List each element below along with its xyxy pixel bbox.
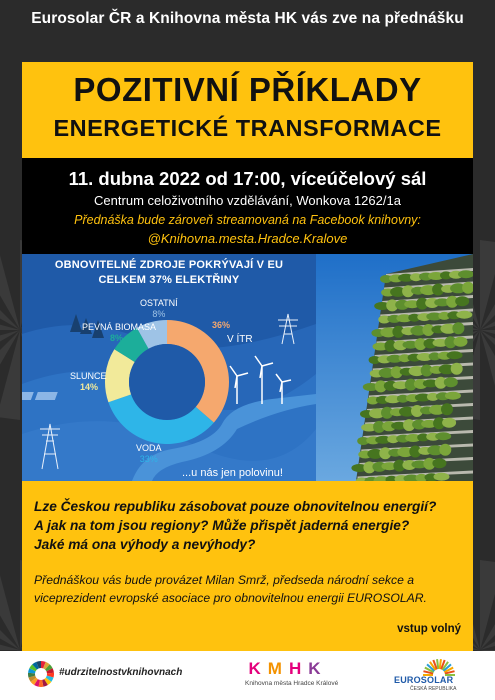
- stream-note: Přednáška bude zároveň streamovaná na Facebook knihovny:: [74, 213, 421, 227]
- foliage-bush: [442, 418, 456, 428]
- donut-hole: [129, 344, 205, 420]
- title-box: [22, 62, 473, 158]
- sunburst-ray: [480, 330, 495, 417]
- foliage-bush: [451, 363, 463, 375]
- logo-letter: K: [308, 659, 322, 678]
- event-date: 11. dubna 2022 od 17:00, víceúčelový sál: [68, 168, 427, 189]
- foliage-bush: [454, 337, 468, 347]
- foliage-bush: [434, 473, 450, 481]
- title-line-1: POZITIVNÍ PŘÍKLADY: [73, 71, 422, 108]
- library-logo: [245, 659, 339, 687]
- foliage-bush: [444, 377, 458, 387]
- eurosolar-name: EUROSOLAR: [394, 675, 454, 685]
- event-venue: Centrum celoživotního vzdělávání, Wonkova 1262/1a: [94, 193, 401, 208]
- sdg-wheel-icon: [28, 661, 54, 687]
- solar-panels-icon: [22, 392, 58, 400]
- foliage-bush: [445, 392, 461, 400]
- vertical-forest-image: [316, 254, 473, 481]
- event-info-box: [22, 158, 473, 254]
- foliage-bush: [432, 458, 446, 468]
- renewables-infographic: [22, 254, 316, 481]
- questions-list: [34, 497, 464, 554]
- invitation-line: Eurosolar ČR a Knihovna města HK vás zve na přednášku: [31, 10, 464, 27]
- foliage-bush: [441, 403, 453, 415]
- footer-logos: [0, 651, 495, 700]
- foliage-bush: [455, 296, 469, 306]
- foliage-bush: [456, 311, 472, 319]
- library-name: Knihovna města Hradce Králové: [245, 680, 339, 687]
- question-2: A jak na tom jsou regiony? Může přispět jaderná energie?: [34, 518, 410, 533]
- logo-letter: K: [248, 659, 262, 678]
- question-1: Lze Českou republiku zásobovat pouze obnovitelnou energií?: [34, 499, 437, 514]
- slice-label-water: VODA 33%: [136, 443, 162, 464]
- slice-label-other: OSTATNÍ 8%: [140, 298, 178, 319]
- slice-label-solar: SLUNCE 14%: [70, 371, 107, 392]
- chart-title: [22, 258, 316, 288]
- facebook-handle: @Knihovna.mesta.Hradce.Kralove: [147, 231, 348, 246]
- slice-label-wind: 36% V ÍTR: [212, 320, 253, 345]
- foliage-bush: [435, 432, 451, 440]
- questions-box: [22, 481, 473, 651]
- foliage-bush: [447, 351, 463, 359]
- title-line-2: ENERGETICKÉ TRANSFORMACE: [53, 115, 442, 141]
- chart-annotation: ...u nás jen polovinu!: [182, 467, 283, 479]
- eurosolar-country: ČESKÁ REPUBLIKA: [410, 686, 457, 692]
- chart-title-line-1: OBNOVITELNÉ ZDROJE POKRÝVAJÍ V EU: [54, 259, 284, 271]
- speaker-info: Přednáškou vás bude provázet Milan Smrž, předseda národní sekce a viceprezident evropské asociace pro obnovitelnou energii EUROSOLAR.: [34, 573, 427, 605]
- foliage-bush: [452, 322, 464, 334]
- library-logo-letters: [248, 659, 321, 679]
- sun-ray: [440, 659, 441, 669]
- sun-ray: [437, 659, 438, 669]
- logo-letter: M: [267, 659, 283, 678]
- logo-letter: H: [288, 659, 303, 678]
- slice-label-biomass: PEVNÁ BIOMASA 8%: [82, 322, 157, 343]
- hashtag: #udrzitelnostvknihovnach: [59, 667, 183, 678]
- question-3: Jaké má ona výhody a nevýhody?: [34, 537, 256, 552]
- foliage-bush: [439, 444, 451, 456]
- chart-title-line-2: CELKEM 37% ELEKTŘINY: [98, 274, 240, 286]
- infographic-illustration: [22, 254, 316, 481]
- admission-note: vstup volný: [397, 623, 461, 635]
- green-building-photo: [316, 254, 473, 481]
